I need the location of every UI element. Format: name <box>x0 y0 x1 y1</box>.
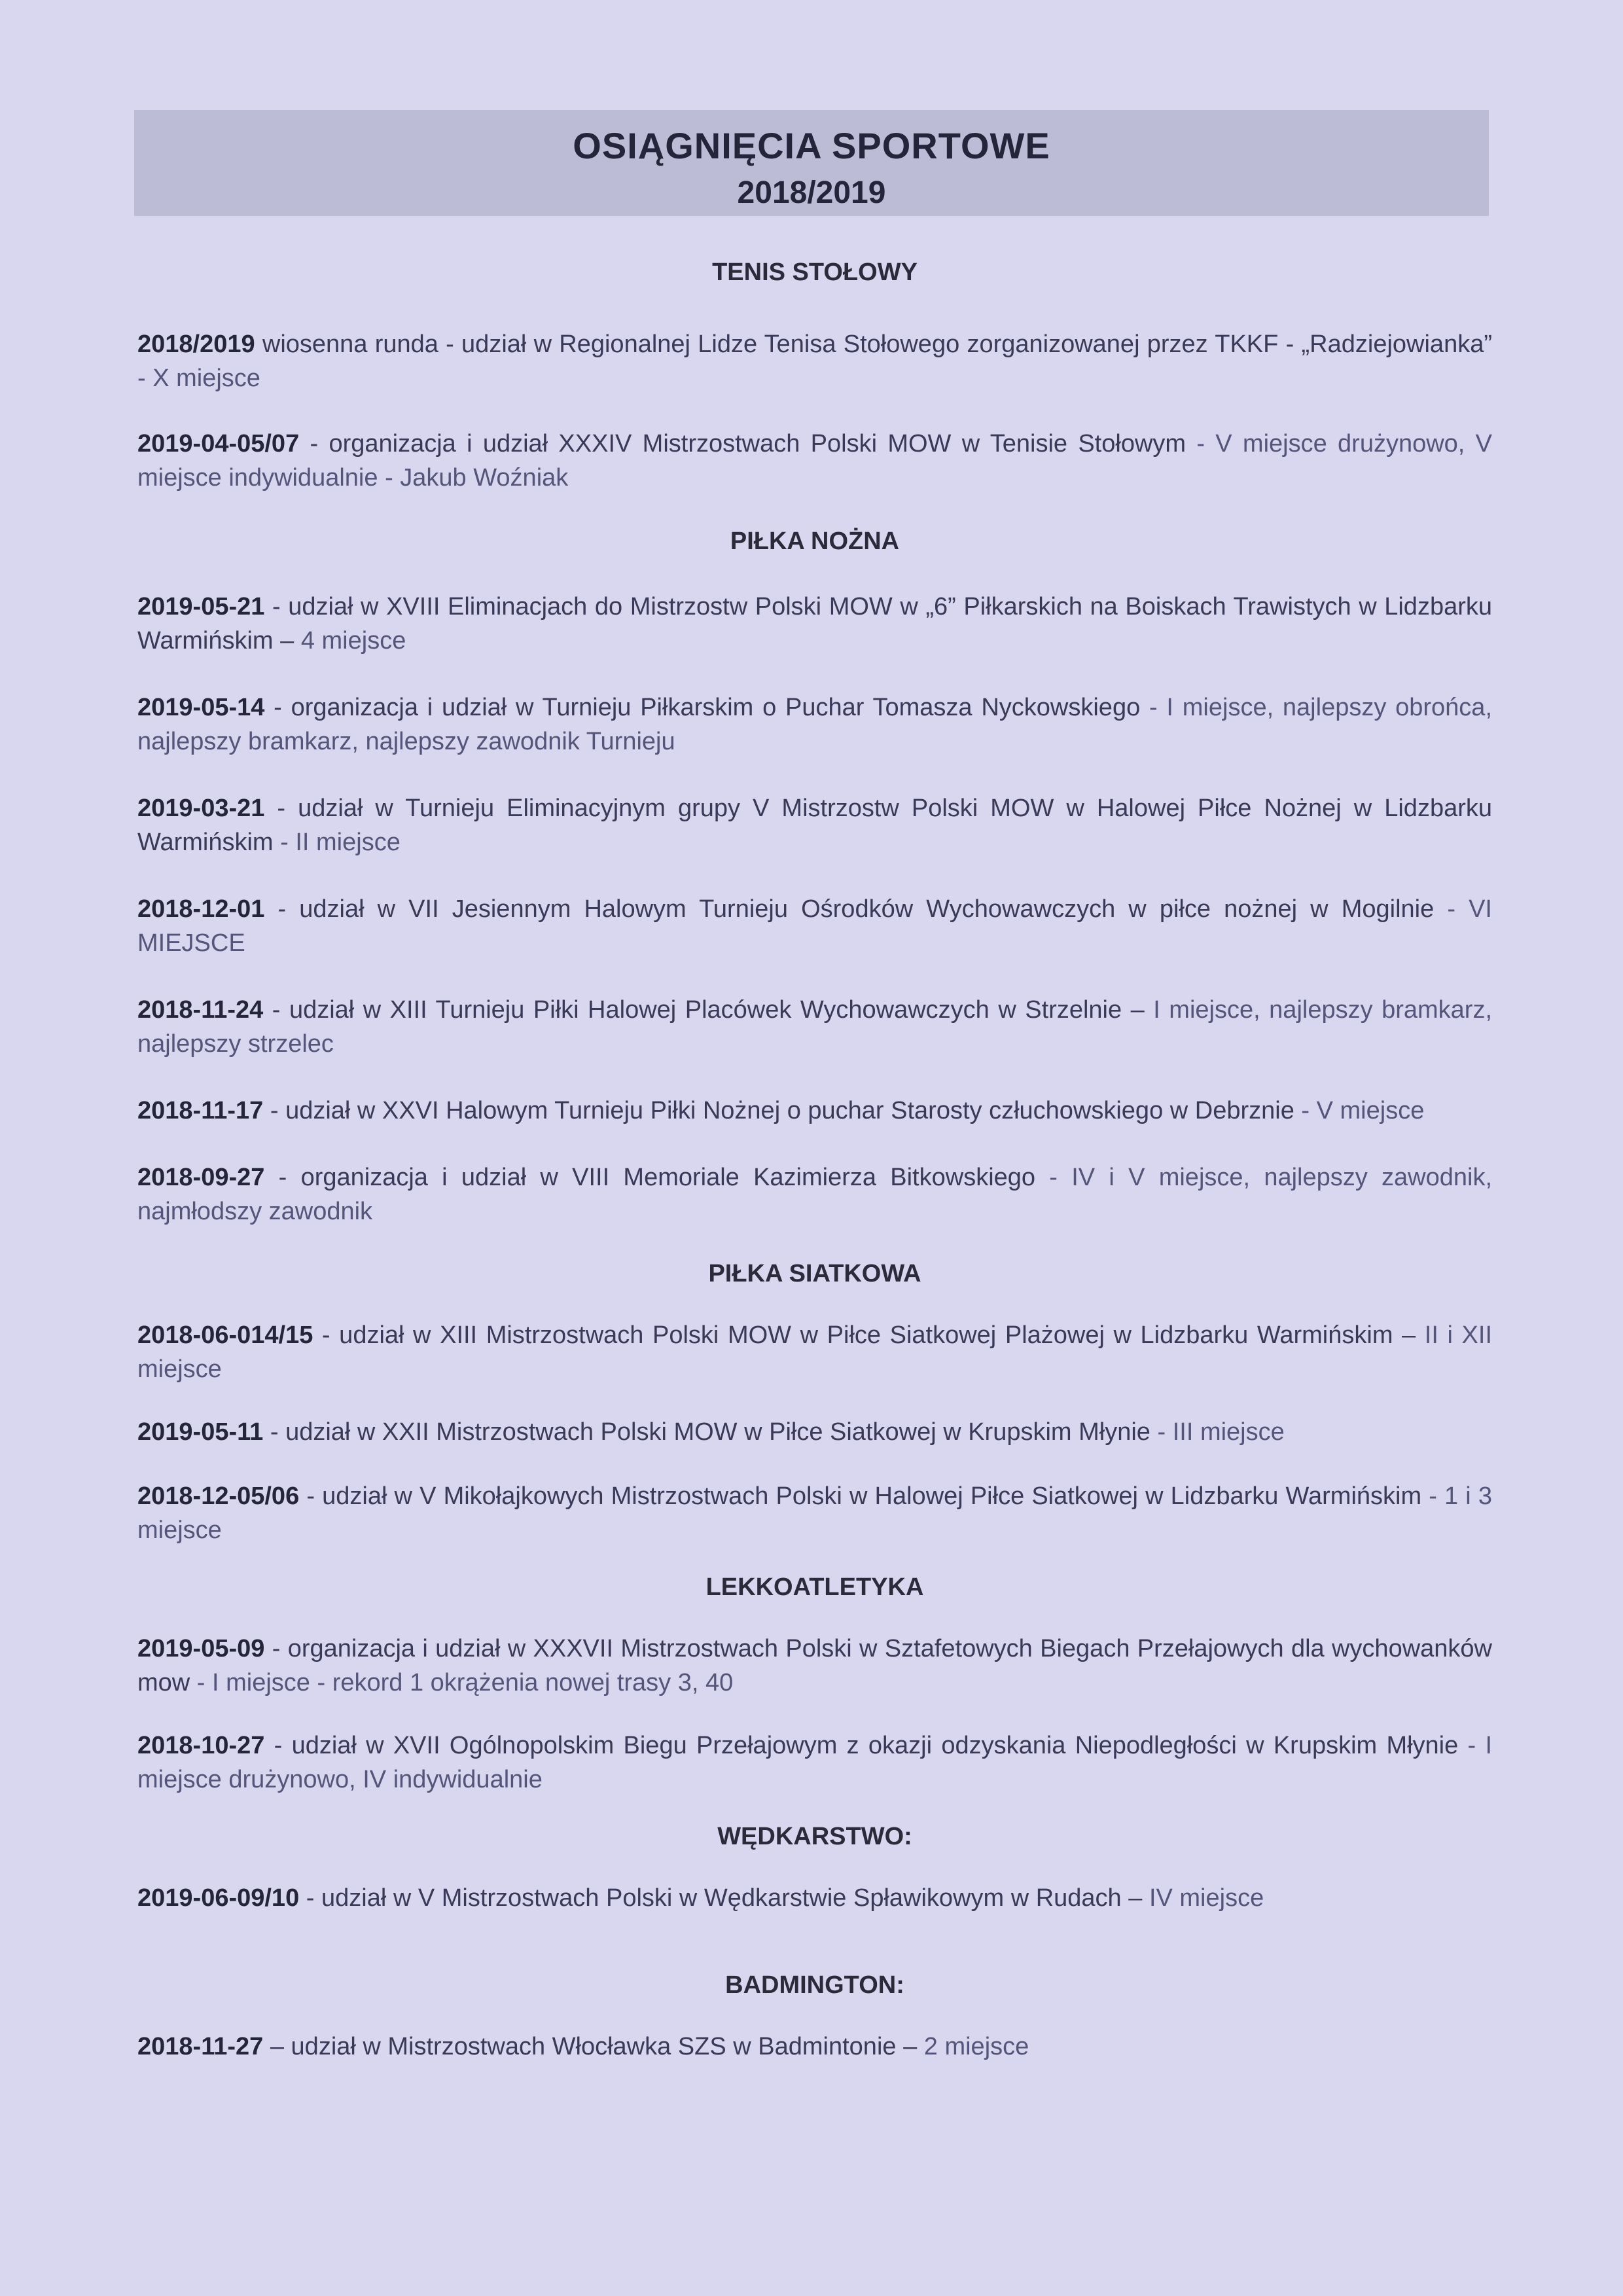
entry-text: - udział w V Mistrzostwach Polski w Wędkarstwie Spławikowym w Rudach – <box>299 1884 1149 1912</box>
entry <box>137 427 1492 495</box>
entry-text: - udział w XXII Mistrzostwach Polski MOW w Piłce Siatkowej w Krupskim Młynie <box>263 1418 1150 1446</box>
entry-date: 2018-10-27 <box>137 1732 265 1759</box>
entry-date: 2018-12-01 <box>137 895 265 923</box>
section-title: PIŁKA NOŻNA <box>730 528 900 555</box>
section-table-tennis <box>137 259 1492 495</box>
entry-text: - udział w XXVI Halowym Turnieju Piłki Nożnej o puchar Starosty człuchowskiego w Debrznie <box>263 1097 1294 1124</box>
entry-date: 2019-04-05/07 <box>137 430 300 457</box>
entry-date: 2018-11-17 <box>137 1097 264 1124</box>
entry-date: 2018-09-27 <box>137 1164 265 1191</box>
entry-result: - I miejsce drużynowo, IV indywidualnie <box>137 1732 1493 1793</box>
entry-text: - udział w Turnieju Eliminacyjnym grupy V Mistrzostw Polski MOW w Halowej Piłce Nożnej w Lidzbarku Warmińskim <box>137 795 1492 856</box>
section-title: PIŁKA SIATKOWA <box>708 1260 921 1287</box>
entry <box>137 2030 1492 2064</box>
entry-date: 2019-05-09 <box>137 1635 265 1662</box>
entry-result: - I miejsce, najlepszy obrońca, najlepszy bramkarz, najlepszy zawodnik Turnieju <box>137 694 1492 755</box>
entry-text: - udział w V Mikołajkowych Mistrzostwach Polski w Halowej Piłce Siatkowej w Lidzbarku Warmińskim <box>299 1482 1422 1510</box>
section-volleyball <box>137 1260 1492 1547</box>
entry-result: IV miejsce <box>1149 1884 1264 1912</box>
entry-date: 2019-05-11 <box>137 1418 264 1446</box>
entry-date: 2018-11-27 <box>137 2033 264 2060</box>
entry-text: - organizacja i udział w Turnieju Piłkarskim o Puchar Tomasza Nyckowskiego <box>264 694 1141 721</box>
entry-date: 2019-05-14 <box>137 694 265 721</box>
page-title: OSIĄGNIĘCIA SPORTOWE <box>573 125 1050 166</box>
entry <box>137 892 1492 960</box>
entry-result: - IV i V miejsce, najlepszy zawodnik, najmłodszy zawodnik <box>137 1164 1492 1225</box>
entry-text: - udział w XIII Mistrzostwach Polski MOW w Piłce Siatkowej Plażowej w Lidzbarku Warmińskim – <box>313 1321 1425 1349</box>
entry <box>137 791 1492 859</box>
entry <box>137 1318 1492 1386</box>
entry <box>137 1632 1492 1700</box>
entry-text: - organizacja i udział w XXXVII Mistrzostwach Polski w Sztafetowych Biegach Przełajowych dla wychowanków mow <box>137 1635 1492 1696</box>
entry <box>137 327 1492 395</box>
entry <box>137 1881 1492 1915</box>
entry-text: - organizacja i udział XXXIV Mistrzostwach Polski MOW w Tenisie Stołowym <box>299 430 1186 457</box>
achievements-content <box>137 252 1492 2064</box>
entry-result: - I miejsce - rekord 1 okrążenia nowej trasy 3, 40 <box>190 1669 734 1696</box>
section-title: LEKKOATLETYKA <box>705 1573 924 1601</box>
entry-result: - 1 i 3 miejsce <box>137 1482 1492 1544</box>
entry <box>137 1160 1492 1229</box>
entry <box>137 590 1492 658</box>
header-band <box>134 110 1489 216</box>
section-title: WĘDKARSTWO: <box>717 1823 912 1850</box>
section-title: TENIS STOŁOWY <box>712 259 918 286</box>
entry-date: 2019-03-21 <box>137 795 265 822</box>
entry-date: 2019-06-09/10 <box>137 1884 300 1912</box>
entry-text: – udział w Mistrzostwach Włocławka SZS w Badmintonie – <box>263 2033 924 2060</box>
entry <box>137 1415 1492 1449</box>
entry <box>137 1729 1492 1797</box>
entry-result: II i XII miejsce <box>137 1321 1492 1383</box>
entry <box>137 691 1492 759</box>
entry-text: - organizacja i udział w VIII Memoriale Kazimierza Bitkowskiego <box>264 1164 1036 1191</box>
entry-result: 4 miejsce <box>300 627 406 655</box>
entry-result: - III miejsce <box>1150 1418 1285 1446</box>
season-subtitle: 2018/2019 <box>737 175 886 210</box>
section-fishing <box>137 1823 1492 1915</box>
entry-text: wiosenna runda - udział w Regionalnej Lidze Tenisa Stołowego zorganizowanej przez TKKF - „Radziejowianka” <box>255 331 1492 358</box>
entry <box>137 1094 1492 1128</box>
section-athletics <box>137 1573 1492 1797</box>
entry-text: - udział w VII Jesiennym Halowym Turnieju Ośrodków Wychowawczych w piłce nożnej w Mogilnie <box>264 895 1435 923</box>
entry-text: - udział w XIII Turnieju Piłki Halowej Placówek Wychowawczych w Strzelnie – <box>263 996 1154 1024</box>
entry-date: 2018-06-014/15 <box>137 1321 313 1349</box>
section-badminton <box>137 1971 1492 2064</box>
entry-result: - VI MIEJSCE <box>137 895 1492 957</box>
entry-date: 2019-05-21 <box>137 593 265 620</box>
section-football <box>137 528 1492 1229</box>
entry-date: 2018/2019 <box>137 331 255 358</box>
entry-text: - udział w XVIII Eliminacjach do Mistrzostw Polski MOW w „6” Piłkarskich na Boiskach Trawistych w Lidzbarku Warmińskim – <box>137 593 1492 655</box>
section-title: BADMINGTON: <box>725 1971 904 1999</box>
entry-result: - V miejsce drużynowo, V miejsce indywidualnie - Jakub Woźniak <box>137 430 1493 492</box>
entry-result: - II miejsce <box>273 829 401 856</box>
entry-text: - udział w XVII Ogólnopolskim Biegu Przełajowym z okazji odzyskania Niepodległości w Krupskim Młynie <box>264 1732 1459 1759</box>
entry-result: I miejsce, najlepszy bramkarz, najlepszy strzelec <box>137 996 1493 1058</box>
entry-date: 2018-12-05/06 <box>137 1482 300 1510</box>
entry-result: - V miejsce <box>1294 1097 1425 1124</box>
entry-result: - X miejsce <box>137 365 260 392</box>
entry-date: 2018-11-24 <box>137 996 264 1024</box>
entry <box>137 1479 1492 1547</box>
entry <box>137 993 1492 1061</box>
entry-result: 2 miejsce <box>923 2033 1029 2060</box>
